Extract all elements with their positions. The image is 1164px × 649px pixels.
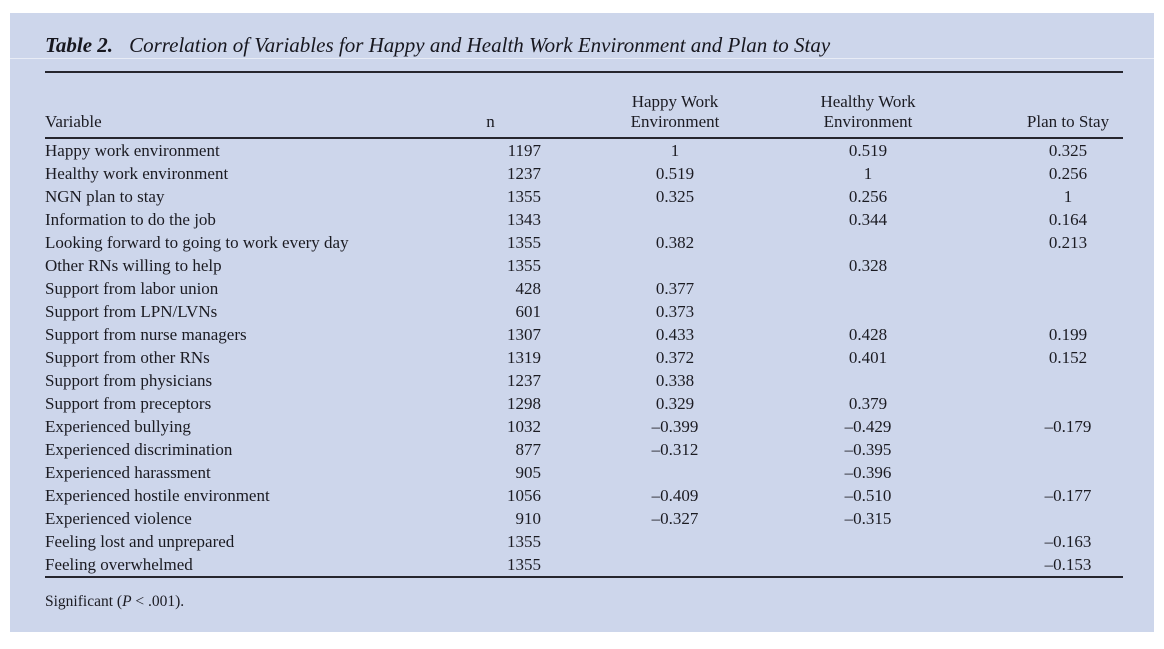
cell-healthy: –0.510 xyxy=(844,486,892,505)
cell-n: 1355 xyxy=(507,187,541,206)
table-title: Correlation of Variables for Happy and Health Work Environment and Plan to Stay xyxy=(129,33,831,57)
cell-healthy: 0.519 xyxy=(848,141,888,160)
cell-variable: Happy work environment xyxy=(45,141,220,160)
table-row xyxy=(45,415,1123,438)
cell-plan: 1 xyxy=(1063,187,1073,206)
cell-variable: Information to do the job xyxy=(45,210,216,229)
cell-variable: Support from preceptors xyxy=(45,394,212,413)
header-row xyxy=(45,75,1123,138)
cell-happy: –0.409 xyxy=(651,486,699,505)
cell-healthy: –0.396 xyxy=(844,463,892,482)
column-header-variable: Variable xyxy=(45,75,440,138)
cell-happy xyxy=(541,208,779,231)
cell-healthy xyxy=(779,530,957,553)
cell-happy: 0.519 xyxy=(655,164,695,183)
cell-variable: NGN plan to stay xyxy=(45,187,165,206)
cell-n: 1237 xyxy=(507,164,541,183)
cell-healthy xyxy=(779,277,957,300)
footnote-suffix: < .001). xyxy=(131,593,185,610)
cell-variable: Support from nurse managers xyxy=(45,325,247,344)
cell-variable: Feeling lost and unprepared xyxy=(45,532,235,551)
decorative-hairline xyxy=(10,58,1154,59)
cell-n: 601 xyxy=(515,302,541,321)
table-row xyxy=(45,231,1123,254)
cell-n: 1307 xyxy=(507,325,541,344)
cell-healthy: 0.428 xyxy=(848,325,888,344)
cell-variable: Healthy work environment xyxy=(45,164,229,183)
table-row xyxy=(45,254,1123,277)
cell-n: 428 xyxy=(515,279,541,298)
caption-rule xyxy=(45,71,1123,73)
cell-happy xyxy=(541,461,779,484)
cell-happy xyxy=(541,254,779,277)
cell-n: 1355 xyxy=(507,532,541,551)
table-row xyxy=(45,507,1123,530)
cell-variable: Experienced violence xyxy=(45,509,192,528)
cell-healthy: 0.328 xyxy=(848,256,888,275)
table-row xyxy=(45,300,1123,323)
significance-footnote xyxy=(45,593,184,611)
cell-plan: 0.256 xyxy=(1048,164,1088,183)
table-row xyxy=(45,346,1123,369)
cell-healthy: 0.256 xyxy=(848,187,888,206)
cell-happy: 0.325 xyxy=(655,187,695,206)
cell-plan: –0.153 xyxy=(957,553,1123,577)
cell-plan xyxy=(957,369,1123,392)
cell-plan: –0.177 xyxy=(1044,486,1092,505)
cell-n: 1343 xyxy=(507,210,541,229)
cell-happy: –0.327 xyxy=(651,509,699,528)
cell-variable: Support from labor union xyxy=(45,279,219,298)
cell-healthy xyxy=(779,231,957,254)
cell-plan xyxy=(957,461,1123,484)
cell-happy: 0.433 xyxy=(655,325,695,344)
cell-plan: 0.213 xyxy=(1048,233,1088,252)
cell-happy: 0.373 xyxy=(655,302,695,321)
cell-happy: 0.382 xyxy=(655,233,695,252)
cell-n: 910 xyxy=(515,509,541,528)
cell-plan xyxy=(957,392,1123,415)
cell-plan: 0.199 xyxy=(1048,325,1088,344)
cell-plan: 0.152 xyxy=(1048,348,1088,367)
cell-variable: Experienced bullying xyxy=(45,417,191,436)
table-row xyxy=(45,438,1123,461)
table-row xyxy=(45,461,1123,484)
cell-plan xyxy=(957,300,1123,323)
cell-variable: Support from LPN/LVNs xyxy=(45,302,218,321)
cell-healthy: 0.401 xyxy=(848,348,888,367)
column-header-plan-to-stay: Plan to Stay xyxy=(957,75,1123,138)
column-header-n: n xyxy=(440,75,541,138)
table-row xyxy=(45,553,1123,577)
cell-happy: 0.329 xyxy=(655,394,695,413)
cell-happy: 0.377 xyxy=(655,279,695,298)
table-row xyxy=(45,138,1123,162)
footnote-prefix: Significant ( xyxy=(45,593,123,610)
table-row xyxy=(45,162,1123,185)
table-row xyxy=(45,369,1123,392)
cell-plan: –0.163 xyxy=(1044,532,1092,551)
cell-n: 1237 xyxy=(507,371,541,390)
cell-happy: 0.338 xyxy=(655,371,695,390)
cell-variable: Looking forward to going to work every day xyxy=(45,233,349,252)
cell-happy: –0.399 xyxy=(651,417,699,436)
cell-happy xyxy=(541,530,779,553)
cell-healthy: 1 xyxy=(863,164,873,183)
column-header-happy-work-environment: Happy Work Environment xyxy=(541,75,779,138)
cell-plan xyxy=(957,507,1123,530)
cell-variable: Experienced hostile environment xyxy=(45,486,270,505)
table-label: Table 2. xyxy=(45,33,114,57)
cell-plan xyxy=(957,438,1123,461)
cell-plan xyxy=(957,277,1123,300)
cell-plan xyxy=(957,254,1123,277)
cell-happy: 1 xyxy=(670,141,680,160)
cell-variable: Other RNs willing to help xyxy=(45,256,222,275)
table-row xyxy=(45,323,1123,346)
cell-n: 1319 xyxy=(507,348,541,367)
cell-n: 1355 xyxy=(507,233,541,252)
cell-n: 1355 xyxy=(507,256,541,275)
table-row xyxy=(45,484,1123,507)
cell-healthy: –0.395 xyxy=(844,440,892,459)
cell-healthy: –0.429 xyxy=(844,417,892,436)
cell-plan: 0.325 xyxy=(1048,141,1088,160)
cell-n: 1056 xyxy=(507,486,541,505)
correlation-table xyxy=(45,75,1123,578)
cell-variable: Support from other RNs xyxy=(45,348,210,367)
cell-n: 1032 xyxy=(507,417,541,436)
cell-healthy: 0.344 xyxy=(848,210,888,229)
cell-n: 1298 xyxy=(507,394,541,413)
cell-healthy: 0.379 xyxy=(848,394,888,413)
table-caption xyxy=(45,33,1123,58)
cell-healthy xyxy=(779,369,957,392)
cell-happy xyxy=(541,553,779,577)
cell-happy: 0.372 xyxy=(655,348,695,367)
cell-plan: 0.164 xyxy=(1048,210,1088,229)
cell-n: 877 xyxy=(515,440,541,459)
cell-happy: –0.312 xyxy=(651,440,699,459)
table-panel xyxy=(10,13,1154,632)
cell-n: 905 xyxy=(515,463,541,482)
table-row xyxy=(45,530,1123,553)
cell-variable: Feeling overwhelmed xyxy=(45,553,440,577)
column-header-healthy-work-environment: Healthy Work Environment xyxy=(779,75,957,138)
cell-variable: Experienced harassment xyxy=(45,463,211,482)
cell-healthy xyxy=(779,300,957,323)
cell-variable: Experienced discrimination xyxy=(45,440,233,459)
cell-plan: –0.179 xyxy=(1044,417,1092,436)
table-row xyxy=(45,185,1123,208)
table-row xyxy=(45,208,1123,231)
footnote-p-symbol: P xyxy=(122,593,132,610)
cell-n: 1197 xyxy=(507,141,541,160)
cell-healthy: –0.315 xyxy=(844,509,892,528)
table-row xyxy=(45,277,1123,300)
table-row xyxy=(45,392,1123,415)
cell-n: 1355 xyxy=(440,553,541,577)
cell-variable: Support from physicians xyxy=(45,371,213,390)
cell-healthy xyxy=(779,553,957,577)
